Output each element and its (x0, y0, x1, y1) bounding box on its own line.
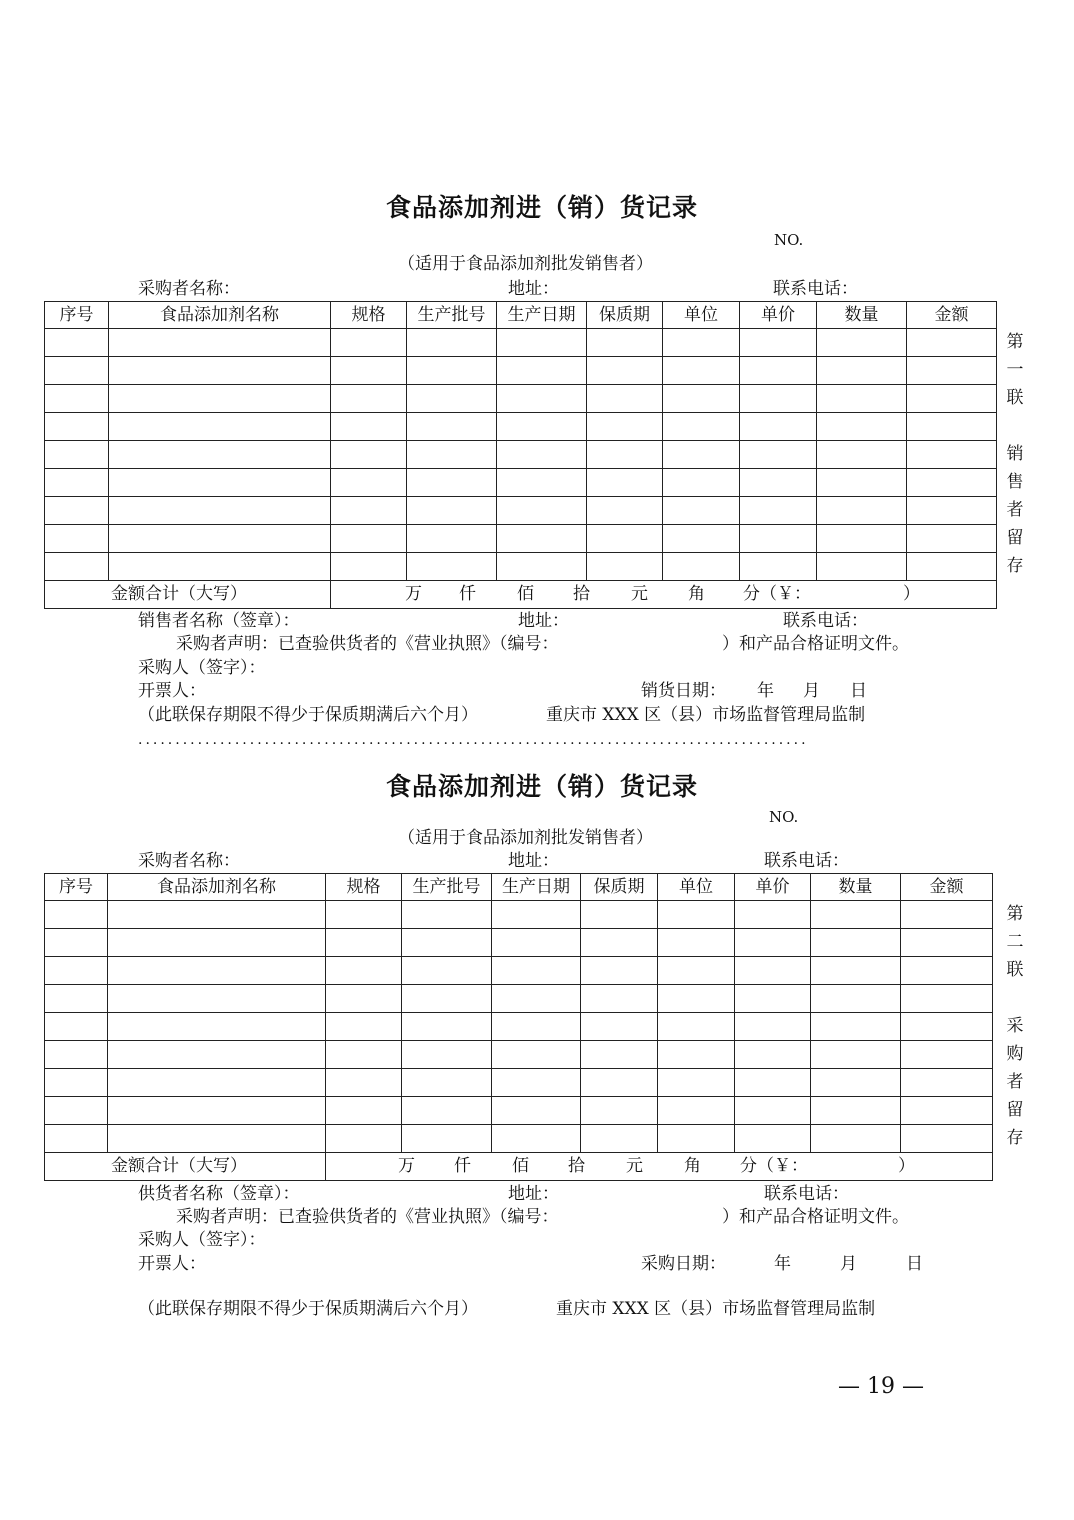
table-cell[interactable] (331, 357, 407, 385)
table-row (45, 985, 993, 1013)
form1-supervision-note: 重庆市 XXX 区（县）市场监督管理局监制 (546, 705, 866, 725)
table-cell[interactable] (663, 469, 740, 497)
table-cell[interactable] (587, 441, 663, 469)
table-cell[interactable] (907, 441, 997, 469)
total-label: 金额合计（大写） (45, 581, 331, 609)
table-cell[interactable] (735, 1013, 811, 1041)
amount-close-paren: ） (898, 1156, 915, 1176)
form1-retention-note: （此联保存期限不得少于保质期满后六个月） (138, 705, 478, 725)
table-cell[interactable] (817, 469, 907, 497)
amount-unit-label: 仟 (459, 584, 476, 604)
form1-declaration: 采购者声明：已查验供货者的《营业执照》（编号： (176, 634, 559, 654)
table-row (45, 901, 993, 929)
form2-title: 食品添加剂进（销）货记录 (386, 772, 699, 801)
table-cell[interactable] (331, 329, 407, 357)
table-cell[interactable] (663, 441, 740, 469)
table-cell[interactable] (492, 1013, 581, 1041)
table-cell[interactable] (581, 957, 658, 985)
table-row (45, 1097, 993, 1125)
total-row (45, 581, 997, 609)
table-cell[interactable] (492, 1041, 581, 1069)
table-cell[interactable] (109, 553, 331, 581)
table-cell[interactable] (663, 329, 740, 357)
table-cell[interactable] (402, 957, 492, 985)
table-cell[interactable] (581, 901, 658, 929)
table-cell[interactable] (735, 901, 811, 929)
table-cell[interactable] (45, 957, 108, 985)
table-cell[interactable] (109, 385, 331, 413)
table-cell[interactable] (497, 441, 587, 469)
form1-record-table (44, 301, 997, 609)
form2-issuer-label: 开票人： (138, 1254, 206, 1274)
amount-unit-label: 佰 (512, 1156, 529, 1176)
table-cell[interactable] (587, 497, 663, 525)
table-cell[interactable] (901, 1041, 993, 1069)
table-cell[interactable] (817, 525, 907, 553)
table-header-row (45, 874, 993, 901)
form2-no-label: NO. (769, 808, 799, 826)
table-cell[interactable] (811, 985, 901, 1013)
table-cell[interactable] (811, 957, 901, 985)
form1-side-label: 第 一 联 销 售 者 留 存 (1006, 332, 1024, 576)
form2-supplier-address-label: 地址： (508, 1184, 559, 1204)
amount-unit-label: 万 (398, 1156, 415, 1176)
table-cell[interactable] (901, 985, 993, 1013)
form1-month: 月 (803, 681, 820, 701)
table-cell[interactable] (658, 1097, 735, 1125)
table-cell[interactable] (45, 553, 109, 581)
table-cell[interactable] (108, 1069, 326, 1097)
amount-close-paren: ） (903, 584, 920, 604)
form1-phone-label: 联系电话： (773, 279, 858, 299)
table-cell[interactable] (740, 553, 817, 581)
table-cell[interactable] (907, 385, 997, 413)
table-cell[interactable] (587, 525, 663, 553)
table-cell[interactable] (735, 1069, 811, 1097)
table-cell[interactable] (407, 357, 497, 385)
table-cell[interactable] (740, 497, 817, 525)
table-cell[interactable] (740, 441, 817, 469)
table-cell[interactable] (492, 957, 581, 985)
table-cell[interactable] (326, 1125, 402, 1153)
column-header: 生产日期 (497, 302, 587, 329)
table-cell[interactable] (901, 957, 993, 985)
form1-declaration-end: ）和产品合格证明文件。 (722, 634, 909, 654)
form1-day: 日 (850, 681, 867, 701)
table-cell[interactable] (817, 497, 907, 525)
column-header: 数量 (817, 302, 907, 329)
table-cell[interactable] (740, 525, 817, 553)
table-cell[interactable] (326, 1041, 402, 1069)
table-cell[interactable] (109, 469, 331, 497)
table-cell[interactable] (492, 1125, 581, 1153)
table-cell[interactable] (326, 901, 402, 929)
table-row (45, 525, 997, 553)
table-cell[interactable] (907, 329, 997, 357)
table-cell[interactable] (45, 469, 109, 497)
table-cell[interactable] (587, 357, 663, 385)
table-cell[interactable] (331, 497, 407, 525)
table-cell[interactable] (497, 357, 587, 385)
table-cell[interactable] (109, 525, 331, 553)
table-cell[interactable] (901, 1069, 993, 1097)
table-cell[interactable] (45, 357, 109, 385)
form2-month: 月 (840, 1254, 857, 1274)
table-cell[interactable] (907, 497, 997, 525)
table-cell[interactable] (45, 441, 109, 469)
form2-supervision-note: 重庆市 XXX 区（县）市场监督管理局监制 (556, 1299, 876, 1319)
amount-unit-label: 角 (684, 1156, 701, 1176)
table-cell[interactable] (45, 929, 108, 957)
table-cell[interactable] (492, 901, 581, 929)
amount-unit-label: 角 (688, 584, 705, 604)
table-cell[interactable] (907, 525, 997, 553)
table-row (45, 469, 997, 497)
table-row (45, 413, 997, 441)
table-cell[interactable] (45, 1125, 108, 1153)
total-amount-cell[interactable] (326, 1153, 993, 1181)
column-header: 食品添加剂名称 (109, 302, 331, 329)
table-cell[interactable] (109, 357, 331, 385)
form2-subtitle: （适用于食品添加剂批发销售者） (398, 828, 653, 848)
form1-seller-name-label: 销售者名称（签章）： (138, 611, 300, 631)
table-cell[interactable] (331, 441, 407, 469)
table-cell[interactable] (402, 1125, 492, 1153)
column-header: 数量 (811, 874, 901, 901)
table-cell[interactable] (108, 957, 326, 985)
amount-unit-label: 元 (631, 584, 648, 604)
table-cell[interactable] (663, 385, 740, 413)
column-header: 生产批号 (407, 302, 497, 329)
column-header: 金额 (907, 302, 997, 329)
table-cell[interactable] (108, 929, 326, 957)
table-cell[interactable] (45, 329, 109, 357)
amount-unit-label: 拾 (568, 1156, 585, 1176)
table-cell[interactable] (45, 1013, 108, 1041)
table-row (45, 1069, 993, 1097)
table-cell[interactable] (811, 1069, 901, 1097)
table-cell[interactable] (658, 1013, 735, 1041)
table-cell[interactable] (817, 553, 907, 581)
table-cell[interactable] (326, 957, 402, 985)
amount-unit-label: 拾 (573, 584, 590, 604)
cut-line-divider: .......................................................................................... (138, 732, 809, 748)
table-cell[interactable] (811, 929, 901, 957)
column-header: 单位 (658, 874, 735, 901)
table-cell[interactable] (108, 1097, 326, 1125)
table-cell[interactable] (109, 413, 331, 441)
table-cell[interactable] (407, 329, 497, 357)
table-cell[interactable] (108, 1041, 326, 1069)
total-amount-cell[interactable] (331, 581, 997, 609)
table-cell[interactable] (402, 1013, 492, 1041)
form2-date-label: 采购日期： (641, 1254, 726, 1274)
table-cell[interactable] (45, 901, 108, 929)
form1-address-label: 地址： (508, 279, 559, 299)
form2-phone-label: 联系电话： (764, 851, 849, 871)
table-cell[interactable] (901, 929, 993, 957)
table-cell[interactable] (587, 329, 663, 357)
amount-unit-label: 仟 (454, 1156, 471, 1176)
table-cell[interactable] (658, 901, 735, 929)
table-cell[interactable] (735, 1041, 811, 1069)
table-cell[interactable] (901, 1013, 993, 1041)
table-cell[interactable] (735, 929, 811, 957)
table-cell[interactable] (663, 357, 740, 385)
table-cell[interactable] (663, 497, 740, 525)
table-cell[interactable] (326, 929, 402, 957)
table-cell[interactable] (581, 1097, 658, 1125)
table-cell[interactable] (740, 413, 817, 441)
table-cell[interactable] (901, 1097, 993, 1125)
table-cell[interactable] (331, 413, 407, 441)
table-header-row (45, 302, 997, 329)
form2-record-table (44, 873, 993, 1181)
form2-declaration: 采购者声明：已查验供货者的《营业执照》（编号： (176, 1207, 559, 1227)
table-cell[interactable] (326, 1097, 402, 1125)
table-cell[interactable] (402, 1041, 492, 1069)
amount-unit-label: 万 (405, 584, 422, 604)
table-row (45, 957, 993, 985)
table-row (45, 1013, 993, 1041)
table-row (45, 553, 997, 581)
table-cell[interactable] (402, 985, 492, 1013)
table-row (45, 357, 997, 385)
table-cell[interactable] (326, 1013, 402, 1041)
form1-signer-label: 采购人（签字）： (138, 658, 266, 678)
table-cell[interactable] (907, 413, 997, 441)
table-cell[interactable] (663, 413, 740, 441)
column-header: 序号 (45, 302, 109, 329)
amount-unit-label: 元 (626, 1156, 643, 1176)
table-cell[interactable] (817, 385, 907, 413)
table-cell[interactable] (587, 553, 663, 581)
table-cell[interactable] (407, 553, 497, 581)
table-cell[interactable] (901, 901, 993, 929)
amount-fen-label: 分（￥： (743, 584, 811, 604)
table-cell[interactable] (326, 1069, 402, 1097)
table-cell[interactable] (658, 1069, 735, 1097)
table-cell[interactable] (407, 469, 497, 497)
table-cell[interactable] (497, 497, 587, 525)
table-cell[interactable] (811, 1041, 901, 1069)
table-cell[interactable] (331, 469, 407, 497)
form2-retention-note: （此联保存期限不得少于保质期满后六个月） (138, 1299, 478, 1319)
table-cell[interactable] (45, 525, 109, 553)
table-cell[interactable] (497, 553, 587, 581)
table-cell[interactable] (581, 1013, 658, 1041)
form2-signer-label: 采购人（签字）： (138, 1230, 266, 1250)
table-row (45, 497, 997, 525)
table-cell[interactable] (817, 413, 907, 441)
table-cell[interactable] (663, 553, 740, 581)
table-row (45, 385, 997, 413)
column-header: 生产日期 (492, 874, 581, 901)
table-cell[interactable] (492, 985, 581, 1013)
form2-year: 年 (774, 1254, 791, 1274)
table-cell[interactable] (735, 1097, 811, 1125)
form2-supplier-name-label: 供货者名称（签章）： (138, 1184, 300, 1204)
total-row (45, 1153, 993, 1181)
column-header: 单价 (740, 302, 817, 329)
table-cell[interactable] (402, 1097, 492, 1125)
column-header: 规格 (326, 874, 402, 901)
table-cell[interactable] (331, 385, 407, 413)
table-cell[interactable] (407, 441, 497, 469)
table-cell[interactable] (581, 1041, 658, 1069)
form1-issuer-label: 开票人： (138, 681, 206, 701)
table-cell[interactable] (740, 357, 817, 385)
table-cell[interactable] (109, 329, 331, 357)
column-header: 保质期 (581, 874, 658, 901)
table-row (45, 1125, 993, 1153)
column-header: 金额 (901, 874, 993, 901)
table-cell[interactable] (108, 985, 326, 1013)
table-cell[interactable] (901, 1125, 993, 1153)
table-cell[interactable] (587, 413, 663, 441)
table-cell[interactable] (108, 1125, 326, 1153)
total-label: 金额合计（大写） (45, 1153, 326, 1181)
form1-seller-address-label: 地址： (518, 611, 569, 631)
table-cell[interactable] (402, 1069, 492, 1097)
table-cell[interactable] (907, 357, 997, 385)
amount-unit-label: 佰 (517, 584, 534, 604)
table-cell[interactable] (581, 985, 658, 1013)
form2-buyer-name-label: 采购者名称： (138, 851, 240, 871)
table-cell[interactable] (45, 1069, 108, 1097)
table-row (45, 1041, 993, 1069)
table-cell[interactable] (497, 469, 587, 497)
form2-declaration-end: ）和产品合格证明文件。 (722, 1207, 909, 1227)
table-cell[interactable] (658, 1041, 735, 1069)
table-cell[interactable] (735, 985, 811, 1013)
form1-subtitle: （适用于食品添加剂批发销售者） (398, 254, 653, 274)
table-cell[interactable] (817, 329, 907, 357)
table-cell[interactable] (407, 385, 497, 413)
table-cell[interactable] (45, 1041, 108, 1069)
table-cell[interactable] (587, 469, 663, 497)
table-cell[interactable] (109, 497, 331, 525)
table-cell[interactable] (45, 385, 109, 413)
table-cell[interactable] (108, 1013, 326, 1041)
table-cell[interactable] (587, 385, 663, 413)
table-cell[interactable] (811, 901, 901, 929)
table-cell[interactable] (45, 1097, 108, 1125)
table-cell[interactable] (45, 413, 109, 441)
table-cell[interactable] (497, 329, 587, 357)
table-row (45, 329, 997, 357)
table-cell[interactable] (492, 1097, 581, 1125)
table-cell[interactable] (45, 985, 108, 1013)
table-cell[interactable] (581, 929, 658, 957)
table-cell[interactable] (497, 385, 587, 413)
form2-address-label: 地址： (508, 851, 559, 871)
table-cell[interactable] (407, 413, 497, 441)
table-cell[interactable] (811, 1125, 901, 1153)
table-cell[interactable] (658, 1125, 735, 1153)
table-cell[interactable] (492, 1069, 581, 1097)
form1-buyer-name-label: 采购者名称： (138, 279, 240, 299)
table-cell[interactable] (581, 1069, 658, 1097)
table-cell[interactable] (907, 469, 997, 497)
table-cell[interactable] (497, 413, 587, 441)
table-cell[interactable] (817, 357, 907, 385)
table-row (45, 929, 993, 957)
column-header: 规格 (331, 302, 407, 329)
page-number: — 19 — (838, 1374, 924, 1399)
table-cell[interactable] (811, 1013, 901, 1041)
form1-date-label: 销货日期： (641, 681, 726, 701)
form1-no-label: NO. (774, 231, 804, 249)
table-cell[interactable] (740, 469, 817, 497)
form2-day: 日 (906, 1254, 923, 1274)
table-cell[interactable] (326, 985, 402, 1013)
table-cell[interactable] (407, 497, 497, 525)
table-cell[interactable] (108, 901, 326, 929)
column-header: 食品添加剂名称 (108, 874, 326, 901)
form1-seller-phone-label: 联系电话： (783, 611, 868, 631)
table-cell[interactable] (811, 1097, 901, 1125)
form2-side-label: 第 二 联 采 购 者 留 存 (1006, 904, 1024, 1148)
amount-fen-label: 分（￥： (740, 1156, 808, 1176)
table-cell[interactable] (492, 929, 581, 957)
table-cell[interactable] (109, 441, 331, 469)
table-cell[interactable] (658, 985, 735, 1013)
form1-year: 年 (757, 681, 774, 701)
column-header: 单位 (663, 302, 740, 329)
column-header: 单价 (735, 874, 811, 901)
table-cell[interactable] (402, 929, 492, 957)
table-cell[interactable] (497, 525, 587, 553)
table-cell[interactable] (45, 497, 109, 525)
table-cell[interactable] (402, 901, 492, 929)
table-cell[interactable] (658, 957, 735, 985)
column-header: 保质期 (587, 302, 663, 329)
table-row (45, 441, 997, 469)
table-cell[interactable] (581, 1125, 658, 1153)
table-cell[interactable] (735, 1125, 811, 1153)
column-header: 生产批号 (402, 874, 492, 901)
table-cell[interactable] (740, 329, 817, 357)
table-cell[interactable] (331, 525, 407, 553)
table-cell[interactable] (817, 441, 907, 469)
table-cell[interactable] (663, 525, 740, 553)
table-cell[interactable] (407, 525, 497, 553)
table-cell[interactable] (735, 957, 811, 985)
column-header: 序号 (45, 874, 108, 901)
form1-title: 食品添加剂进（销）货记录 (386, 193, 699, 222)
table-cell[interactable] (740, 385, 817, 413)
table-cell[interactable] (907, 553, 997, 581)
table-cell[interactable] (331, 553, 407, 581)
form2-supplier-phone-label: 联系电话： (764, 1184, 849, 1204)
table-cell[interactable] (658, 929, 735, 957)
